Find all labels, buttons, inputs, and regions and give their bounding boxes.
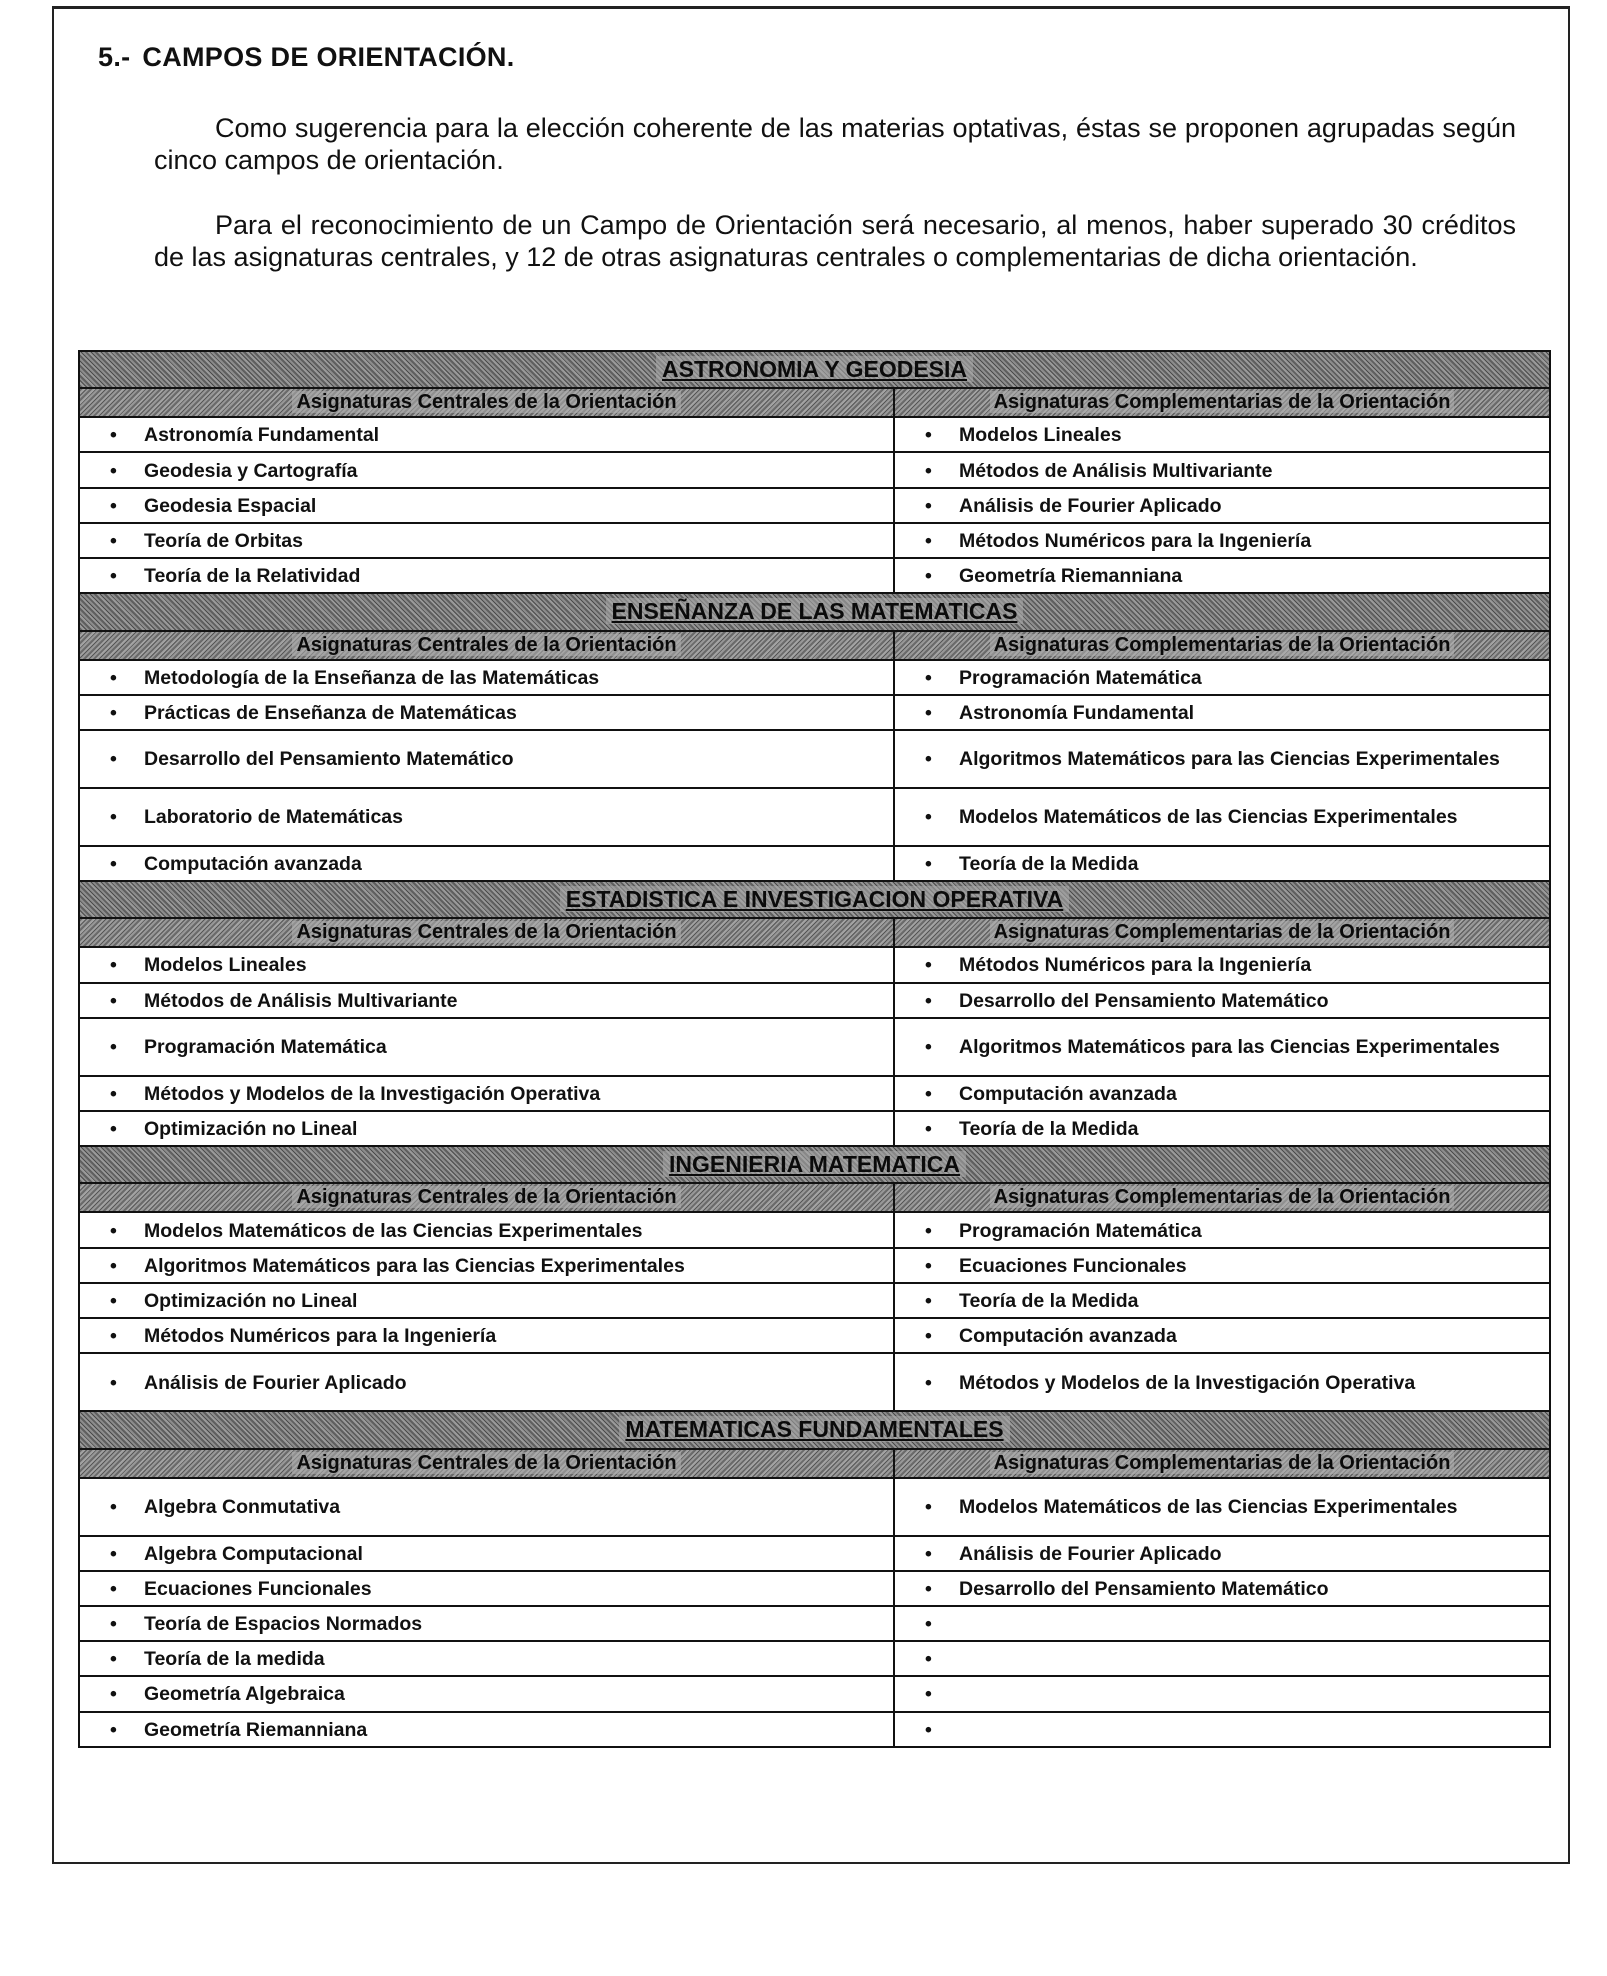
field-banner [79, 351, 1550, 388]
table-row [79, 1212, 1550, 1247]
subject-cell-complementary [894, 1353, 1550, 1411]
list-item [895, 420, 1549, 449]
bullet-icon: • [110, 748, 117, 771]
bullet-icon: • [110, 1082, 117, 1105]
orientation-fields-body [79, 351, 1550, 1747]
bullet-icon: • [110, 1289, 117, 1312]
table-row [79, 1353, 1550, 1411]
bullet-icon: • [925, 989, 932, 1012]
subject-name: Métodos de Análisis Multivariante [144, 989, 458, 1012]
column-header-complementary [894, 1183, 1550, 1212]
subject-name: Prácticas de Enseñanza de Matemáticas [144, 701, 517, 724]
column-header-row [79, 388, 1550, 417]
subject-name: Teoría de la medida [144, 1648, 325, 1671]
subject-name: Algoritmos Matemáticos para las Ciencias Experimentales [144, 1254, 685, 1277]
bullet-icon: • [925, 459, 932, 482]
table-row [79, 1018, 1550, 1076]
section-heading [98, 42, 515, 73]
subject-name: Modelos Matemáticos de las Ciencias Experimentales [959, 806, 1458, 829]
subject-cell-complementary [894, 1606, 1550, 1641]
field-title: MATEMATICAS FUNDAMENTALES [619, 1416, 1009, 1442]
subject-cell-complementary [894, 1283, 1550, 1318]
subject-cell-central [79, 1111, 894, 1146]
bullet-icon: • [110, 1718, 117, 1741]
table-row [79, 452, 1550, 487]
list-item [80, 698, 893, 727]
subject-cell-complementary [894, 523, 1550, 558]
subject-cell-complementary [894, 983, 1550, 1018]
column-header-central [79, 631, 894, 660]
subject-name: Teoría de la Medida [959, 1118, 1139, 1141]
column-header-label: Asignaturas Complementarias de la Orientación [990, 391, 1455, 413]
bullet-icon: • [110, 853, 117, 876]
list-item [895, 986, 1549, 1015]
subject-name: Teoría de Espacios Normados [144, 1613, 423, 1635]
list-item [895, 526, 1549, 555]
subject-cell-complementary [894, 1571, 1550, 1606]
table-row [79, 1248, 1550, 1283]
list-item [80, 950, 893, 979]
table-row [79, 1318, 1550, 1353]
bullet-icon: • [925, 1371, 932, 1394]
subject-cell-complementary [894, 1536, 1550, 1571]
bullet-icon: • [925, 1613, 932, 1635]
subject-cell-complementary [894, 660, 1550, 695]
subject-name: Algebra Conmutativa [144, 1496, 341, 1518]
bullet-icon: • [110, 666, 117, 689]
subject-name: Análisis de Fourier Aplicado [144, 1371, 407, 1394]
subject-cell-central [79, 695, 894, 730]
subject-cell-complementary [894, 1641, 1550, 1676]
subject-name: Métodos Numéricos para la Ingeniería [144, 1325, 497, 1348]
subject-cell-central [79, 1353, 894, 1411]
list-item [80, 1492, 893, 1521]
bullet-icon: • [110, 1613, 117, 1635]
subject-cell-complementary [894, 788, 1550, 846]
table-row [79, 1641, 1550, 1676]
list-item [80, 526, 893, 555]
bullet-icon: • [925, 1577, 932, 1600]
field-title-cell [79, 351, 1550, 388]
column-header-row [79, 1449, 1550, 1478]
list-item [80, 420, 893, 449]
list-item [895, 1644, 1549, 1673]
subject-name: Ecuaciones Funcionales [959, 1254, 1187, 1277]
subject-name: Algoritmos Matemáticos para las Ciencias Experimentales [959, 748, 1500, 771]
field-banner [79, 1146, 1550, 1183]
bullet-icon: • [925, 1082, 932, 1105]
list-item [80, 663, 893, 692]
column-header-label: Asignaturas Complementarias de la Orientación [990, 634, 1455, 656]
subject-cell-complementary [894, 1076, 1550, 1111]
table-row [79, 523, 1550, 558]
subject-name: Optimización no Lineal [144, 1289, 358, 1312]
list-item [80, 1574, 893, 1603]
column-header-label: Asignaturas Centrales de la Orientación [292, 634, 680, 656]
subject-cell-central [79, 1076, 894, 1111]
field-banner [79, 881, 1550, 918]
table-row [79, 1478, 1550, 1536]
field-title-cell [79, 1146, 1550, 1183]
bullet-icon: • [925, 1036, 932, 1059]
bullet-icon: • [925, 853, 932, 876]
subject-cell-complementary [894, 558, 1550, 593]
field-title-cell [79, 593, 1550, 630]
column-header-row [79, 918, 1550, 947]
subject-cell-central [79, 1641, 894, 1676]
bullet-icon: • [110, 1683, 117, 1706]
subject-cell-complementary [894, 1248, 1550, 1283]
subject-name: Astronomía Fundamental [959, 701, 1195, 724]
list-item [895, 1216, 1549, 1245]
bullet-icon: • [110, 424, 117, 447]
list-item [895, 1321, 1549, 1350]
requirements-paragraph: Para el reconocimiento de un Campo de Orientación será necesario, al menos, haber superado 30 créditos de las asignaturas centrales, y 12 de otras asignaturas centrales o complementarias de dicha orientación. [154, 210, 1516, 272]
bullet-icon: • [925, 1683, 932, 1706]
subject-cell-central [79, 558, 894, 593]
list-item [895, 1032, 1549, 1061]
subject-name: Modelos Matemáticos de las Ciencias Experimentales [144, 1219, 643, 1242]
subject-cell-central [79, 1248, 894, 1283]
table-row [79, 1536, 1550, 1571]
list-item [895, 1114, 1549, 1143]
subject-name: Geometría Riemanniana [959, 565, 1183, 588]
subject-name: Optimización no Lineal [144, 1118, 358, 1141]
list-item [80, 1114, 893, 1143]
bullet-icon: • [110, 565, 117, 588]
subject-name: Teoría de la Relatividad [144, 565, 361, 588]
column-header-complementary [894, 388, 1550, 417]
subject-cell-central [79, 788, 894, 846]
column-header-label: Asignaturas Centrales de la Orientación [292, 1186, 680, 1208]
bullet-icon: • [925, 1219, 932, 1242]
column-header-complementary [894, 918, 1550, 947]
subject-name: Programación Matemática [959, 1219, 1202, 1242]
column-header-central [79, 1183, 894, 1212]
bullet-icon: • [925, 1542, 932, 1565]
bullet-icon: • [110, 1542, 117, 1565]
list-item [80, 1715, 893, 1744]
list-item [895, 1679, 1549, 1708]
list-item [895, 1251, 1549, 1280]
list-item [895, 456, 1549, 485]
list-item [895, 744, 1549, 773]
subject-name: Métodos Numéricos para la Ingeniería [959, 529, 1312, 552]
bullet-icon: • [925, 1289, 932, 1312]
list-item [80, 1609, 893, 1638]
subject-cell-central [79, 983, 894, 1018]
subject-cell-central [79, 1536, 894, 1571]
subject-cell-central [79, 523, 894, 558]
subject-name: Métodos y Modelos de la Investigación Operativa [144, 1082, 601, 1105]
subject-name: Geometría Riemanniana [144, 1718, 368, 1741]
list-item [895, 1492, 1549, 1521]
subject-cell-central [79, 1212, 894, 1247]
list-item [895, 698, 1549, 727]
bullet-icon: • [110, 494, 117, 517]
subject-cell-central [79, 660, 894, 695]
table-row [79, 1606, 1550, 1641]
list-item [80, 491, 893, 520]
subject-name: Computación avanzada [144, 853, 362, 876]
list-item [895, 491, 1549, 520]
column-header-central [79, 1449, 894, 1478]
table-row [79, 1111, 1550, 1146]
list-item [80, 986, 893, 1015]
table-row [79, 788, 1550, 846]
subject-name: Computación avanzada [959, 1082, 1177, 1105]
subject-cell-central [79, 488, 894, 523]
field-title-cell [79, 1411, 1550, 1448]
list-item [80, 456, 893, 485]
list-item [895, 802, 1549, 831]
subject-cell-complementary [894, 452, 1550, 487]
table-row [79, 1283, 1550, 1318]
subject-cell-central [79, 846, 894, 881]
subject-name: Astronomía Fundamental [144, 424, 380, 447]
subject-name: Geometría Algebraica [144, 1683, 345, 1706]
list-item [895, 1574, 1549, 1603]
list-item [895, 849, 1549, 878]
column-header-label: Asignaturas Complementarias de la Orientación [990, 1452, 1455, 1474]
subject-cell-complementary [894, 1212, 1550, 1247]
bullet-icon: • [110, 1577, 117, 1600]
table-row [79, 947, 1550, 982]
table-row [79, 1076, 1550, 1111]
bullet-icon: • [110, 1219, 117, 1242]
bullet-icon: • [925, 565, 932, 588]
field-banner [79, 593, 1550, 630]
subject-cell-complementary [894, 1318, 1550, 1353]
field-title: ASTRONOMIA Y GEODESIA [656, 356, 973, 382]
column-header-central [79, 918, 894, 947]
table-row [79, 846, 1550, 881]
table-row [79, 1712, 1550, 1747]
bullet-icon: • [110, 529, 117, 552]
bullet-icon: • [925, 1325, 932, 1348]
subject-name: Desarrollo del Pensamiento Matemático [959, 1577, 1329, 1600]
bullet-icon: • [925, 1718, 932, 1741]
subject-cell-central [79, 730, 894, 788]
bullet-icon: • [925, 1118, 932, 1141]
column-header-label: Asignaturas Centrales de la Orientación [292, 921, 680, 943]
list-item [80, 1539, 893, 1568]
subject-cell-central [79, 1606, 894, 1641]
subject-name: Teoría de Orbitas [144, 529, 303, 552]
list-item [80, 744, 893, 773]
table-row [79, 488, 1550, 523]
subject-name: Computación avanzada [959, 1325, 1177, 1348]
list-item [895, 1715, 1549, 1744]
subject-name: Análisis de Fourier Aplicado [959, 494, 1222, 517]
subject-name: Laboratorio de Matemáticas [144, 806, 403, 829]
subject-name: Modelos Lineales [144, 954, 307, 977]
subject-name: Métodos Numéricos para la Ingeniería [959, 954, 1312, 977]
column-header-central [79, 388, 894, 417]
column-header-row [79, 1183, 1550, 1212]
subject-cell-complementary [894, 695, 1550, 730]
subject-cell-complementary [894, 846, 1550, 881]
subject-name: Geodesia y Cartografía [144, 459, 358, 482]
column-header-label: Asignaturas Complementarias de la Orientación [990, 1186, 1455, 1208]
section-number: 5.- [98, 42, 131, 72]
subject-name: Programación Matemática [144, 1036, 387, 1059]
bullet-icon: • [925, 701, 932, 724]
bullet-icon: • [110, 1496, 117, 1518]
subject-name: Teoría de la Medida [959, 853, 1139, 876]
bullet-icon: • [110, 806, 117, 829]
bullet-icon: • [110, 954, 117, 977]
table-row [79, 660, 1550, 695]
subject-cell-complementary [894, 1478, 1550, 1536]
subject-cell-central [79, 1318, 894, 1353]
bullet-icon: • [110, 1648, 117, 1671]
field-title: ESTADISTICA E INVESTIGACION OPERATIVA [560, 886, 1070, 912]
subject-name: Ecuaciones Funcionales [144, 1577, 372, 1600]
bullet-icon: • [110, 1254, 117, 1277]
subject-cell-central [79, 1478, 894, 1536]
subject-cell-complementary [894, 947, 1550, 982]
column-header-row [79, 631, 1550, 660]
bullet-icon: • [925, 424, 932, 447]
intro-paragraph: Como sugerencia para la elección coherente de las materias optativas, éstas se proponen agrupadas según cinco campos de orientación. [154, 113, 1516, 175]
field-title-cell [79, 881, 1550, 918]
table-row [79, 1571, 1550, 1606]
list-item [80, 1368, 893, 1397]
subject-name: Algebra Computacional [144, 1542, 363, 1565]
list-item [80, 1216, 893, 1245]
column-header-label: Asignaturas Centrales de la Orientación [292, 391, 680, 413]
list-item [895, 1368, 1549, 1397]
list-item [80, 1644, 893, 1673]
subject-cell-central [79, 947, 894, 982]
subject-cell-central [79, 1018, 894, 1076]
subject-name: Métodos y Modelos de la Investigación Operativa [959, 1371, 1416, 1394]
subject-name: Geodesia Espacial [144, 494, 317, 517]
column-header-complementary [894, 631, 1550, 660]
subject-cell-complementary [894, 1111, 1550, 1146]
list-item [80, 1679, 893, 1708]
section-title: CAMPOS DE ORIENTACIÓN. [142, 42, 515, 72]
column-header-label: Asignaturas Complementarias de la Orientación [990, 921, 1455, 943]
subject-cell-central [79, 417, 894, 452]
list-item [895, 1286, 1549, 1315]
subject-cell-complementary [894, 1712, 1550, 1747]
list-item [80, 561, 893, 590]
subject-cell-complementary [894, 1676, 1550, 1711]
list-item [895, 561, 1549, 590]
subject-name: Teoría de la Medida [959, 1289, 1139, 1312]
orientation-fields-table [78, 350, 1551, 1748]
subject-name: Metodología de la Enseñanza de las Matemáticas [144, 666, 600, 689]
bullet-icon: • [925, 806, 932, 829]
table-row [79, 558, 1550, 593]
list-item [80, 1032, 893, 1061]
field-title: INGENIERIA MATEMATICA [663, 1151, 966, 1177]
subject-name: Desarrollo del Pensamiento Matemático [144, 748, 514, 771]
bullet-icon: • [925, 954, 932, 977]
list-item [80, 1321, 893, 1350]
subject-name: Métodos de Análisis Multivariante [959, 459, 1273, 482]
bullet-icon: • [925, 1496, 932, 1518]
subject-cell-central [79, 1571, 894, 1606]
bullet-icon: • [110, 1371, 117, 1394]
bullet-icon: • [925, 529, 932, 552]
list-item [80, 1251, 893, 1280]
bullet-icon: • [925, 748, 932, 771]
bullet-icon: • [925, 666, 932, 689]
subject-cell-complementary [894, 488, 1550, 523]
subject-cell-complementary [894, 1018, 1550, 1076]
subject-cell-complementary [894, 417, 1550, 452]
bullet-icon: • [110, 1118, 117, 1141]
subject-cell-central [79, 1712, 894, 1747]
subject-name: Modelos Lineales [959, 424, 1122, 447]
bullet-icon: • [925, 1648, 932, 1671]
table-row [79, 730, 1550, 788]
subject-name: Algoritmos Matemáticos para las Ciencias Experimentales [959, 1036, 1500, 1059]
bullet-icon: • [110, 1325, 117, 1348]
subject-cell-central [79, 1676, 894, 1711]
bullet-icon: • [110, 701, 117, 724]
table-row [79, 695, 1550, 730]
list-item [895, 663, 1549, 692]
column-header-label: Asignaturas Centrales de la Orientación [292, 1452, 680, 1474]
subject-cell-complementary [894, 730, 1550, 788]
bullet-icon: • [110, 459, 117, 482]
bullet-icon: • [925, 1254, 932, 1277]
list-item [80, 1079, 893, 1108]
list-item [895, 1609, 1549, 1638]
subject-name: Modelos Matemáticos de las Ciencias Experimentales [959, 1496, 1458, 1518]
list-item [80, 849, 893, 878]
bullet-icon: • [110, 989, 117, 1012]
list-item [895, 950, 1549, 979]
list-item [895, 1539, 1549, 1568]
table-row [79, 417, 1550, 452]
list-item [895, 1079, 1549, 1108]
list-item [80, 802, 893, 831]
field-banner [79, 1411, 1550, 1448]
bullet-icon: • [110, 1036, 117, 1059]
table-row [79, 983, 1550, 1018]
subject-name: Análisis de Fourier Aplicado [959, 1542, 1222, 1565]
bullet-icon: • [925, 494, 932, 517]
subject-cell-central [79, 452, 894, 487]
list-item [80, 1286, 893, 1315]
subject-cell-central [79, 1283, 894, 1318]
column-header-complementary [894, 1449, 1550, 1478]
subject-name: Programación Matemática [959, 666, 1202, 689]
table-row [79, 1676, 1550, 1711]
subject-name: Desarrollo del Pensamiento Matemático [959, 989, 1329, 1012]
field-title: ENSEÑANZA DE LAS MATEMATICAS [606, 598, 1024, 624]
